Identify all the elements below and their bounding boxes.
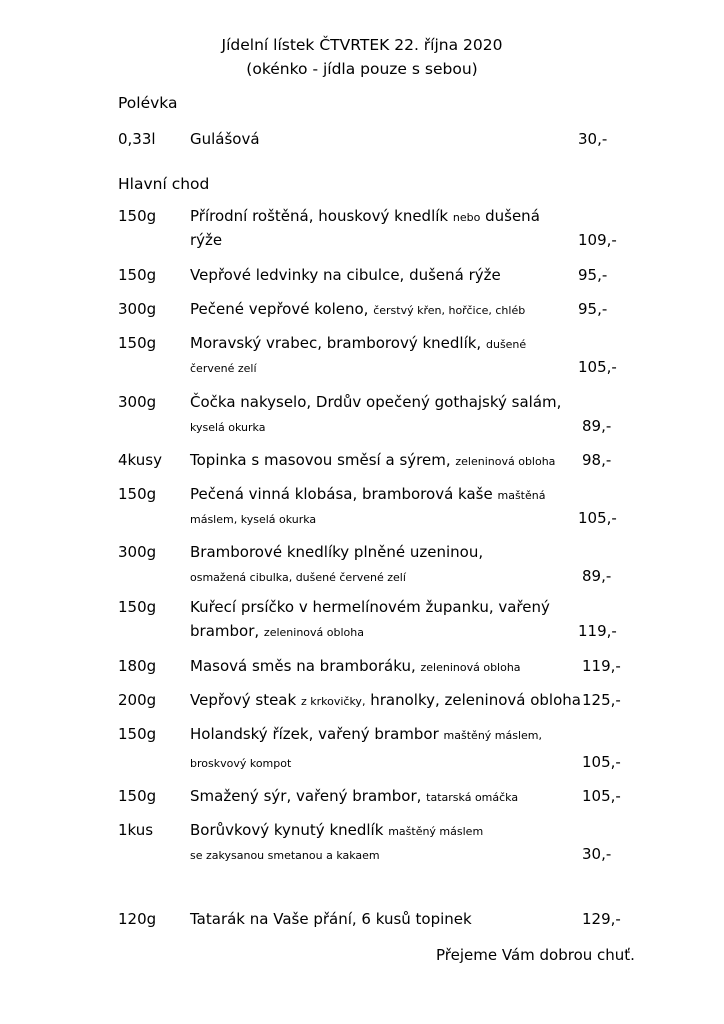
item-name [190,334,526,352]
item-qty: 150g [118,725,157,743]
main-section-heading: Hlavní chod [118,175,210,193]
item-name-main-line2: brambor, [190,622,260,640]
item-price: 95,- [578,266,608,284]
item-price: 89,- [582,417,612,435]
menu-subtitle: (okénko - jídla pouze s sebou) [246,60,478,78]
item-name [190,266,501,284]
item-qty: 150g [118,598,157,616]
item-name [190,485,545,503]
item-name-tail: dušená [485,207,540,225]
item-price: 105,- [578,358,617,376]
item-name-main: Topinka s masovou směsí a sýrem, [190,451,451,469]
item-price: 105,- [582,753,621,771]
item-name-main-line2: rýže [190,231,223,249]
item-qty: 200g [118,691,157,709]
item-price: 89,- [582,567,612,585]
item-qty: 150g [118,787,157,805]
item-name-main: Vepřové ledvinky na cibulce, dušená rýže [190,266,501,284]
item-name-line2 [190,231,222,249]
item-name-main: Přírodní roštěná, houskový knedlík [190,207,449,225]
item-qty: 1kus [118,821,154,839]
item-side-note: nebo [452,211,481,224]
item-side-note-line2: osmažená cibulka, dušené červené zelí [190,571,406,584]
item-name [190,451,555,469]
item-price: 119,- [582,657,621,675]
item-qty: 150g [118,266,157,284]
soup-section-heading: Polévka [118,94,178,112]
item-price: 30,- [582,845,612,863]
item-name-main: Holandský řízek, vařený brambor [190,725,439,743]
item-side-note-line2: máslem, kyselá okurka [190,513,317,526]
item-side-note: z krkovičky, [300,695,366,708]
item-name-line2 [190,845,380,863]
item-qty: 150g [118,207,157,225]
item-name-main: Masová směs na bramboráku, [190,657,416,675]
item-side-note: dušené [485,338,527,351]
item-price: 98,- [582,451,612,469]
tatarak-name: Tatarák na Vaše přání, 6 kusů topinek [190,910,472,928]
item-name [190,543,483,561]
tatarak-qty: 120g [118,910,157,928]
item-name-tail: hranolky, zeleninová obloha [370,691,581,709]
item-name [190,657,521,675]
item-name [190,393,561,411]
item-name-main: Čočka nakyselo, Drdův opečený gothajský salám, [190,393,562,411]
item-qty: 4kusy [118,451,162,469]
item-qty: 300g [118,543,157,561]
item-name-main: Kuřecí prsíčko v hermelínovém županku, vařený [190,598,550,616]
item-name-main: Pečená vinná klobása, bramborová kaše [190,485,493,503]
item-side-note-line2: se zakysanou smetanou a kakaem [190,849,380,862]
soup-price: 30,- [578,130,608,148]
item-side-note-line2: zeleninová obloha [263,626,364,639]
item-price: 105,- [582,787,621,805]
item-price: 95,- [578,300,608,318]
item-name [190,787,518,805]
item-name-line2 [190,417,265,435]
item-name-main: Moravský vrabec, bramborový knedlík, [190,334,482,352]
item-name-line2 [190,358,257,376]
item-qty: 150g [118,485,157,503]
item-side-note: zeleninová obloha [455,455,556,468]
soup-name: Gulášová [190,130,260,148]
item-name-line2 [190,509,316,527]
item-side-note: čerstvý křen, hořčice, chléb [373,304,526,317]
item-price: 125,- [582,691,621,709]
tatarak-price: 129,- [582,910,621,928]
item-name [190,725,542,743]
item-name-main: Bramborové knedlíky plněné uzeninou, [190,543,484,561]
item-side-note: zeleninová obloha [420,661,521,674]
item-side-note: maštěná [497,489,546,502]
item-qty: 300g [118,300,157,318]
item-qty: 150g [118,334,157,352]
item-name-main: Pečené vepřové koleno, [190,300,369,318]
item-name-main: Borůvkový kynutý knedlík [190,821,384,839]
item-name [190,598,550,616]
item-name-line2 [190,622,364,640]
item-name [190,207,540,225]
item-side-note: maštěný máslem, [443,729,543,742]
item-name-main: Smažený sýr, vařený brambor, [190,787,422,805]
item-name-line2 [190,567,406,585]
item-side-note: tatarská omáčka [426,791,519,804]
item-price: 109,- [578,231,617,249]
item-name [190,691,581,709]
item-side-note: maštěný máslem [388,825,484,838]
item-qty: 180g [118,657,157,675]
item-name [190,821,483,839]
item-name-line2 [190,753,291,771]
menu-title: Jídelní lístek ČTVRTEK 22. října 2020 [221,36,503,54]
item-side-note-line2: červené zelí [190,362,257,375]
item-price: 105,- [578,509,617,527]
soup-qty: 0,33l [118,130,156,148]
item-side-note-line2: kyselá okurka [190,421,266,434]
item-qty: 300g [118,393,157,411]
footer-wish: Přejeme Vám dobrou chuť. [436,946,635,964]
item-side-note-line2: broskvový kompot [190,757,292,770]
item-name [190,300,525,318]
item-name-main: Vepřový steak [190,691,297,709]
item-price: 119,- [578,622,617,640]
